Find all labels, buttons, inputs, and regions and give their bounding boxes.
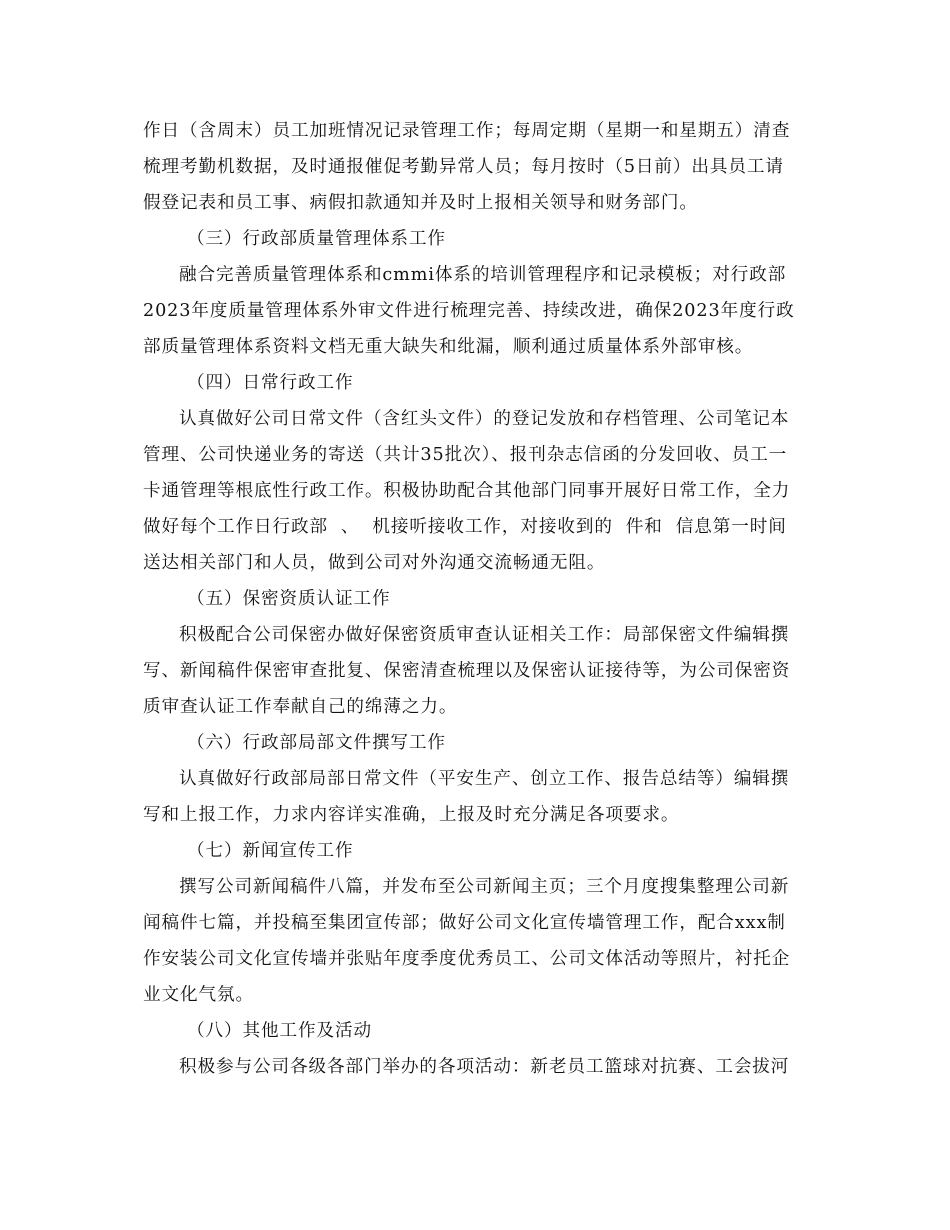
paragraph-first-line: 撰写公司新闻稿件八篇，并发布至公司新闻主页；三个月度搜集整理公司新 [179, 877, 790, 897]
paragraph-first-line: 认真做好行政部局部日常文件（平安生产、创立工作、报告总结等）编辑撰 [179, 769, 790, 789]
body-line: 管理、公司快递业务的寄送（共计35批次）、报刊杂志信函的分发回收、员工一 [143, 445, 788, 465]
paragraph-first-line: 积极参与公司各级各部门举办的各项活动：新老员工篮球对抗赛、工会拔河 [179, 1057, 790, 1077]
body-line: 做好每个工作日行政部 、 机接听接收工作，对接收到的 件和 信息第一时间 [143, 517, 787, 537]
section-heading-3: （三）行政部质量管理体系工作 [187, 229, 446, 249]
body-line: 质审查认证工作奉献自己的绵薄之力。 [143, 697, 458, 717]
body-line: 业文化气氛。 [143, 985, 254, 1005]
body-line: 写、新闻稿件保密审查批复、保密清查梳理以及保密认证接待等，为公司保密资 [143, 661, 791, 681]
body-line: 部质量管理体系资料文档无重大缺失和纰漏，顺利通过质量体系外部审核。 [143, 337, 754, 357]
section-heading-5: （五）保密资质认证工作 [187, 589, 391, 609]
paragraph-first-line: 积极配合公司保密办做好保密资质审查认证相关工作：局部保密文件编辑撰 [179, 625, 790, 645]
section-heading-6: （六）行政部局部文件撰写工作 [187, 733, 446, 753]
paragraph-first-line: 融合完善质量管理体系和cmmi体系的培训管理程序和记录模板；对行政部 [179, 265, 787, 285]
section-heading-4: （四）日常行政工作 [187, 373, 354, 393]
paragraph-first-line: 认真做好公司日常文件（含红头文件）的登记发放和存档管理、公司笔记本 [179, 409, 790, 429]
body-line: 送达相关部门和人员，做到公司对外沟通交流畅通无阻。 [143, 553, 606, 573]
document-body [143, 113, 807, 1085]
body-line: 梳理考勤机数据，及时通报催促考勤异常人员；每月按时（5日前）出具员工请 [143, 157, 784, 177]
section-heading-7: （七）新闻宣传工作 [187, 841, 354, 861]
body-line: 闻稿件七篇，并投稿至集团宣传部；做好公司文化宣传墙管理工作，配合xxx制 [143, 913, 786, 933]
body-line: 2023年度质量管理体系外审文件进行梳理完善、持续改进，确保2023年度行政 [143, 301, 795, 321]
body-line: 卡通管理等根底性行政工作。积极协助配合其他部门同事开展好日常工作，全力 [143, 481, 791, 501]
body-line: 写和上报工作，力求内容详实准确，上报及时充分满足各项要求。 [143, 805, 680, 825]
body-line: 假登记表和员工事、病假扣款通知并及时上报相关领导和财务部门。 [143, 193, 698, 213]
body-line: 作日（含周末）员工加班情况记录管理工作；每周定期（星期一和星期五）清查 [143, 121, 791, 141]
section-heading-8: （八）其他工作及活动 [187, 1021, 372, 1041]
body-line: 作安装公司文化宣传墙并张贴年度季度优秀员工、公司文体活动等照片，衬托企 [143, 949, 791, 969]
